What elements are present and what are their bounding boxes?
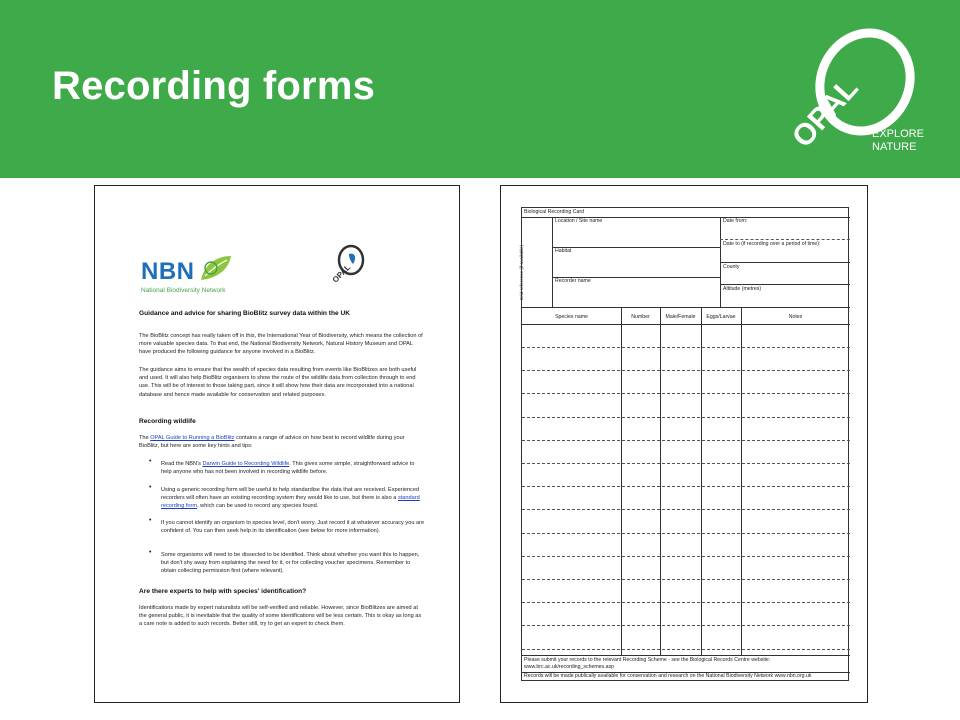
table-row-line	[522, 556, 850, 557]
column-header: Male/Female	[665, 314, 696, 320]
section-experts-text: Identifications made by expert naturalists will be self-verified and reliable. However, since BioBlitzes are aimed at the general public, it is inevitable that the quality of some identifications will be less certain. This is okay as long as a care note is added to such records. Better still, try to get an expert to check them.	[139, 605, 422, 628]
bullet-marker: •	[149, 484, 152, 491]
divider	[552, 217, 553, 307]
section-recording-wildlife-body: contains a range of advice on how best to record wildlife during your BioBlitz, but here are some key hints and tips:	[139, 435, 405, 450]
leaf-icon	[199, 254, 233, 282]
divider	[720, 262, 850, 263]
altitude-label: Altitude (metres)	[723, 286, 762, 292]
table-row-line	[522, 625, 850, 626]
table-row-line	[522, 463, 850, 464]
opal-guide-link[interactable]: OPAL Guide to Running a BioBlitz	[150, 435, 235, 441]
guidance-para-2: The guidance aims to ensure that the wealth of species data resulting from events like BioBlitzes are both useful and used. It will also help BioBlitz organisers to show the route of the wildlife data from collection through to end use. This will be of interest to those taking part, since it will show how their data are incorporated into a national database and hence made available for conservation and related purposes.	[139, 367, 417, 398]
bullet-3: If you cannot identify an organism to species level, don't worry. Just record it at whatever accuracy you are confident of. You can then seek help in its identification (see below for more information).	[161, 520, 425, 535]
guidance-document-thumbnail[interactable]	[94, 185, 460, 703]
column-header: Number	[631, 314, 650, 320]
column-header: Species name	[555, 314, 588, 320]
mini-opal-logo	[327, 244, 367, 284]
divider	[522, 307, 850, 308]
bullet-2-pre: Using a generic recording form will be useful to help standardise the data that are received. Experienced recorders will often have an existing recording system they would like to use, but there is also a	[161, 487, 420, 502]
column-header: Notes	[788, 314, 803, 320]
divider	[720, 284, 850, 285]
date-from-label: Date from:	[723, 218, 748, 224]
tagline-explore: EXPLORE	[872, 128, 924, 140]
mini-opal-text: OPAL	[330, 262, 353, 284]
county-label: County	[723, 264, 740, 270]
opal-logo-text: OPAL	[785, 71, 865, 154]
bullet-marker: •	[149, 458, 152, 465]
recorder-name-label: Recorder name	[555, 278, 591, 284]
location-label: Location / Site name	[555, 218, 603, 224]
opal-tagline	[872, 128, 924, 154]
table-row-line	[522, 579, 850, 580]
guidance-para-1: The BioBlitz concept has really taken off in this, the International Year of Biodiversity, which means the collection of more valuable species data. To that end, the National Biodiversity Network, Natural History Museum and OPAL have produced the following guidance for anyone involved in a BioBlitz.	[139, 333, 423, 356]
bullet-marker: •	[149, 517, 152, 524]
table-row-line	[522, 417, 850, 418]
date-to-label: Date to (if recording over a period of time):	[723, 241, 821, 247]
table-row-line	[522, 440, 850, 441]
nbn-logo-text: NBN	[141, 258, 195, 285]
table-row-line	[522, 533, 850, 534]
divider	[522, 655, 850, 656]
section-recording-wildlife-heading: Recording wildlife	[139, 418, 196, 425]
table-row-line	[522, 486, 850, 487]
table-row-line	[522, 393, 850, 394]
bullet-1-pre: Read the NBN's	[161, 461, 201, 467]
bullet-4: Some organisms will need to be dissected to be identified. Think about whether you want this to happen, but don't shy away from explaining the need for it, or for collecting voucher specimens. Remember to obtain collecting permission first (where relevant).	[161, 552, 420, 575]
nbn-logo-subtitle: National Biodiversity Network	[141, 287, 226, 294]
table-row-line	[522, 347, 850, 348]
footer-nbn-text: Records will be made publically available for conservation and research on the National Biodiversity Network www.nbn.org.uk	[524, 673, 812, 679]
divider	[522, 324, 850, 325]
section-experts-heading: Are there experts to help with species' identification?	[139, 588, 307, 595]
bullet-2-post: , which can be used to record any species found.	[197, 503, 319, 510]
slide-header	[0, 0, 960, 178]
table-row-line	[522, 602, 850, 603]
grid-reference-label: Grid reference (if available)	[519, 244, 525, 301]
tagline-nature: NATURE	[872, 141, 917, 153]
footer-brc-link[interactable]: www.brc.ac.uk/recording_schemes.asp	[524, 664, 614, 670]
biological-recording-card	[521, 207, 849, 681]
slide-title: Recording forms	[52, 64, 376, 108]
recording-card-thumbnail[interactable]	[500, 185, 868, 703]
table-row-line	[522, 649, 850, 650]
standard-recording-form-link[interactable]: standard recording form	[161, 495, 420, 510]
footer-submit-text: Please submit your records to the relevant Recording Scheme - see the Biological Records Centre website:	[524, 657, 771, 663]
bullet-1-post: . This gives some simple, straightforward advice to help anyone who has not been involved in recording wildlife before.	[161, 461, 415, 476]
table-row-line	[522, 509, 850, 510]
divider	[552, 247, 720, 248]
darwin-guide-link[interactable]: Darwin Guide to Recording Wildlife	[202, 461, 290, 467]
card-title: Biological Recording Card	[524, 209, 584, 215]
guidance-heading: Guidance and advice for sharing BioBlitz survey data within the UK	[139, 310, 351, 317]
bullet-1	[161, 460, 425, 476]
column-header: Eggs/Larvae	[706, 314, 736, 320]
table-row-line	[522, 370, 850, 371]
habitat-label: Habitat	[555, 248, 572, 254]
nbn-logo	[141, 258, 226, 294]
divider	[720, 239, 850, 240]
bullet-marker: •	[149, 549, 152, 556]
section-recording-wildlife-text: The OPAL Guide to Running a BioBlitz contains a range of advice on how best to record wildlife during your BioBlitz, but here are some key hints and tips:	[139, 435, 405, 450]
bullet-2	[161, 486, 425, 511]
